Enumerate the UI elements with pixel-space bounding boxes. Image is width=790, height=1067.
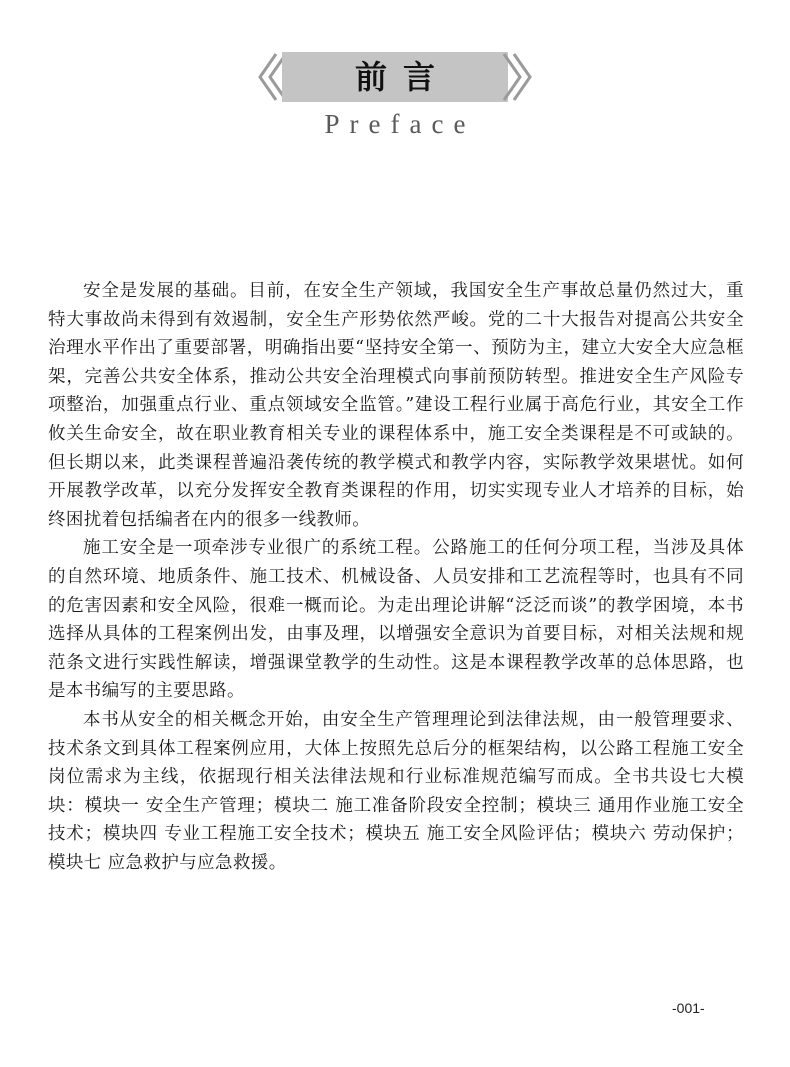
right-chevron-decoration	[500, 52, 534, 102]
paragraph: 本书从安全的相关概念开始，由安全生产管理理论到法律法规，由一般管理要求、技术条文到具体工程案例应用，大体上按照先总后分的框架结构，以公路工程施工安全岗位需求为主线，依据现行相关法律法规和行业标准规范编写而成。全书共设七大模块：模块一 安全生产管理；模块二 施工准备阶段安全控制；模块三 通用作业施工安全技术；模块四 专业工程施工安全技术；模块五 施工安全风险评估；模块六 劳动保护；模块七 应急救护与应急救援。	[48, 709, 744, 873]
preface-body	[48, 277, 744, 877]
preface-header	[0, 0, 790, 160]
page-title: 前言	[354, 58, 451, 96]
paragraph: 安全是发展的基础。目前，在安全生产领域，我国安全生产事故总量仍然过大，重特大事故尚未得到有效遏制，安全生产形势依然严峻。党的二十大报告对提高公共安全治理水平作出了重要部署，明确指出要“坚持安全第一、预防为主，建立大安全大应急框架，完善公共安全体系，推动公共安全治理模式向事前预防转型。推进安全生产风险专项整治，加强重点行业、重点领域安全监管。”建设工程行业属于高危行业，其安全工作攸关生命安全，故在职业教育相关专业的课程体系中，施工安全类课程是不可或缺的。但长期以来，此类课程普遍沿袭传统的教学模式和教学内容，实际教学效果堪忧。如何开展教学改革，以充分发挥安全教育类课程的作用，切实实现专业人才培养的目标，始终困扰着包括编者在内的很多一线教师。	[48, 281, 744, 530]
page-number: -001-	[672, 1000, 705, 1016]
page-subtitle: Preface	[324, 109, 476, 139]
paragraph: 施工安全是一项牵涉专业很广的系统工程。公路施工的任何分项工程，当涉及具体的自然环境、地质条件、施工技术、机械设备、人员安排和工艺流程等时，也具有不同的危害因素和安全风险，很难一概而论。为走出理论讲解“泛泛而谈”的教学困境，本书选择从具体的工程案例出发，由事及理，以增强安全意识为首要目标，对相关法规和规范条文进行实践性解读，增强课堂教学的生动性。这是本课程教学改革的总体思路，也是本书编写的主要思路。	[48, 538, 744, 702]
